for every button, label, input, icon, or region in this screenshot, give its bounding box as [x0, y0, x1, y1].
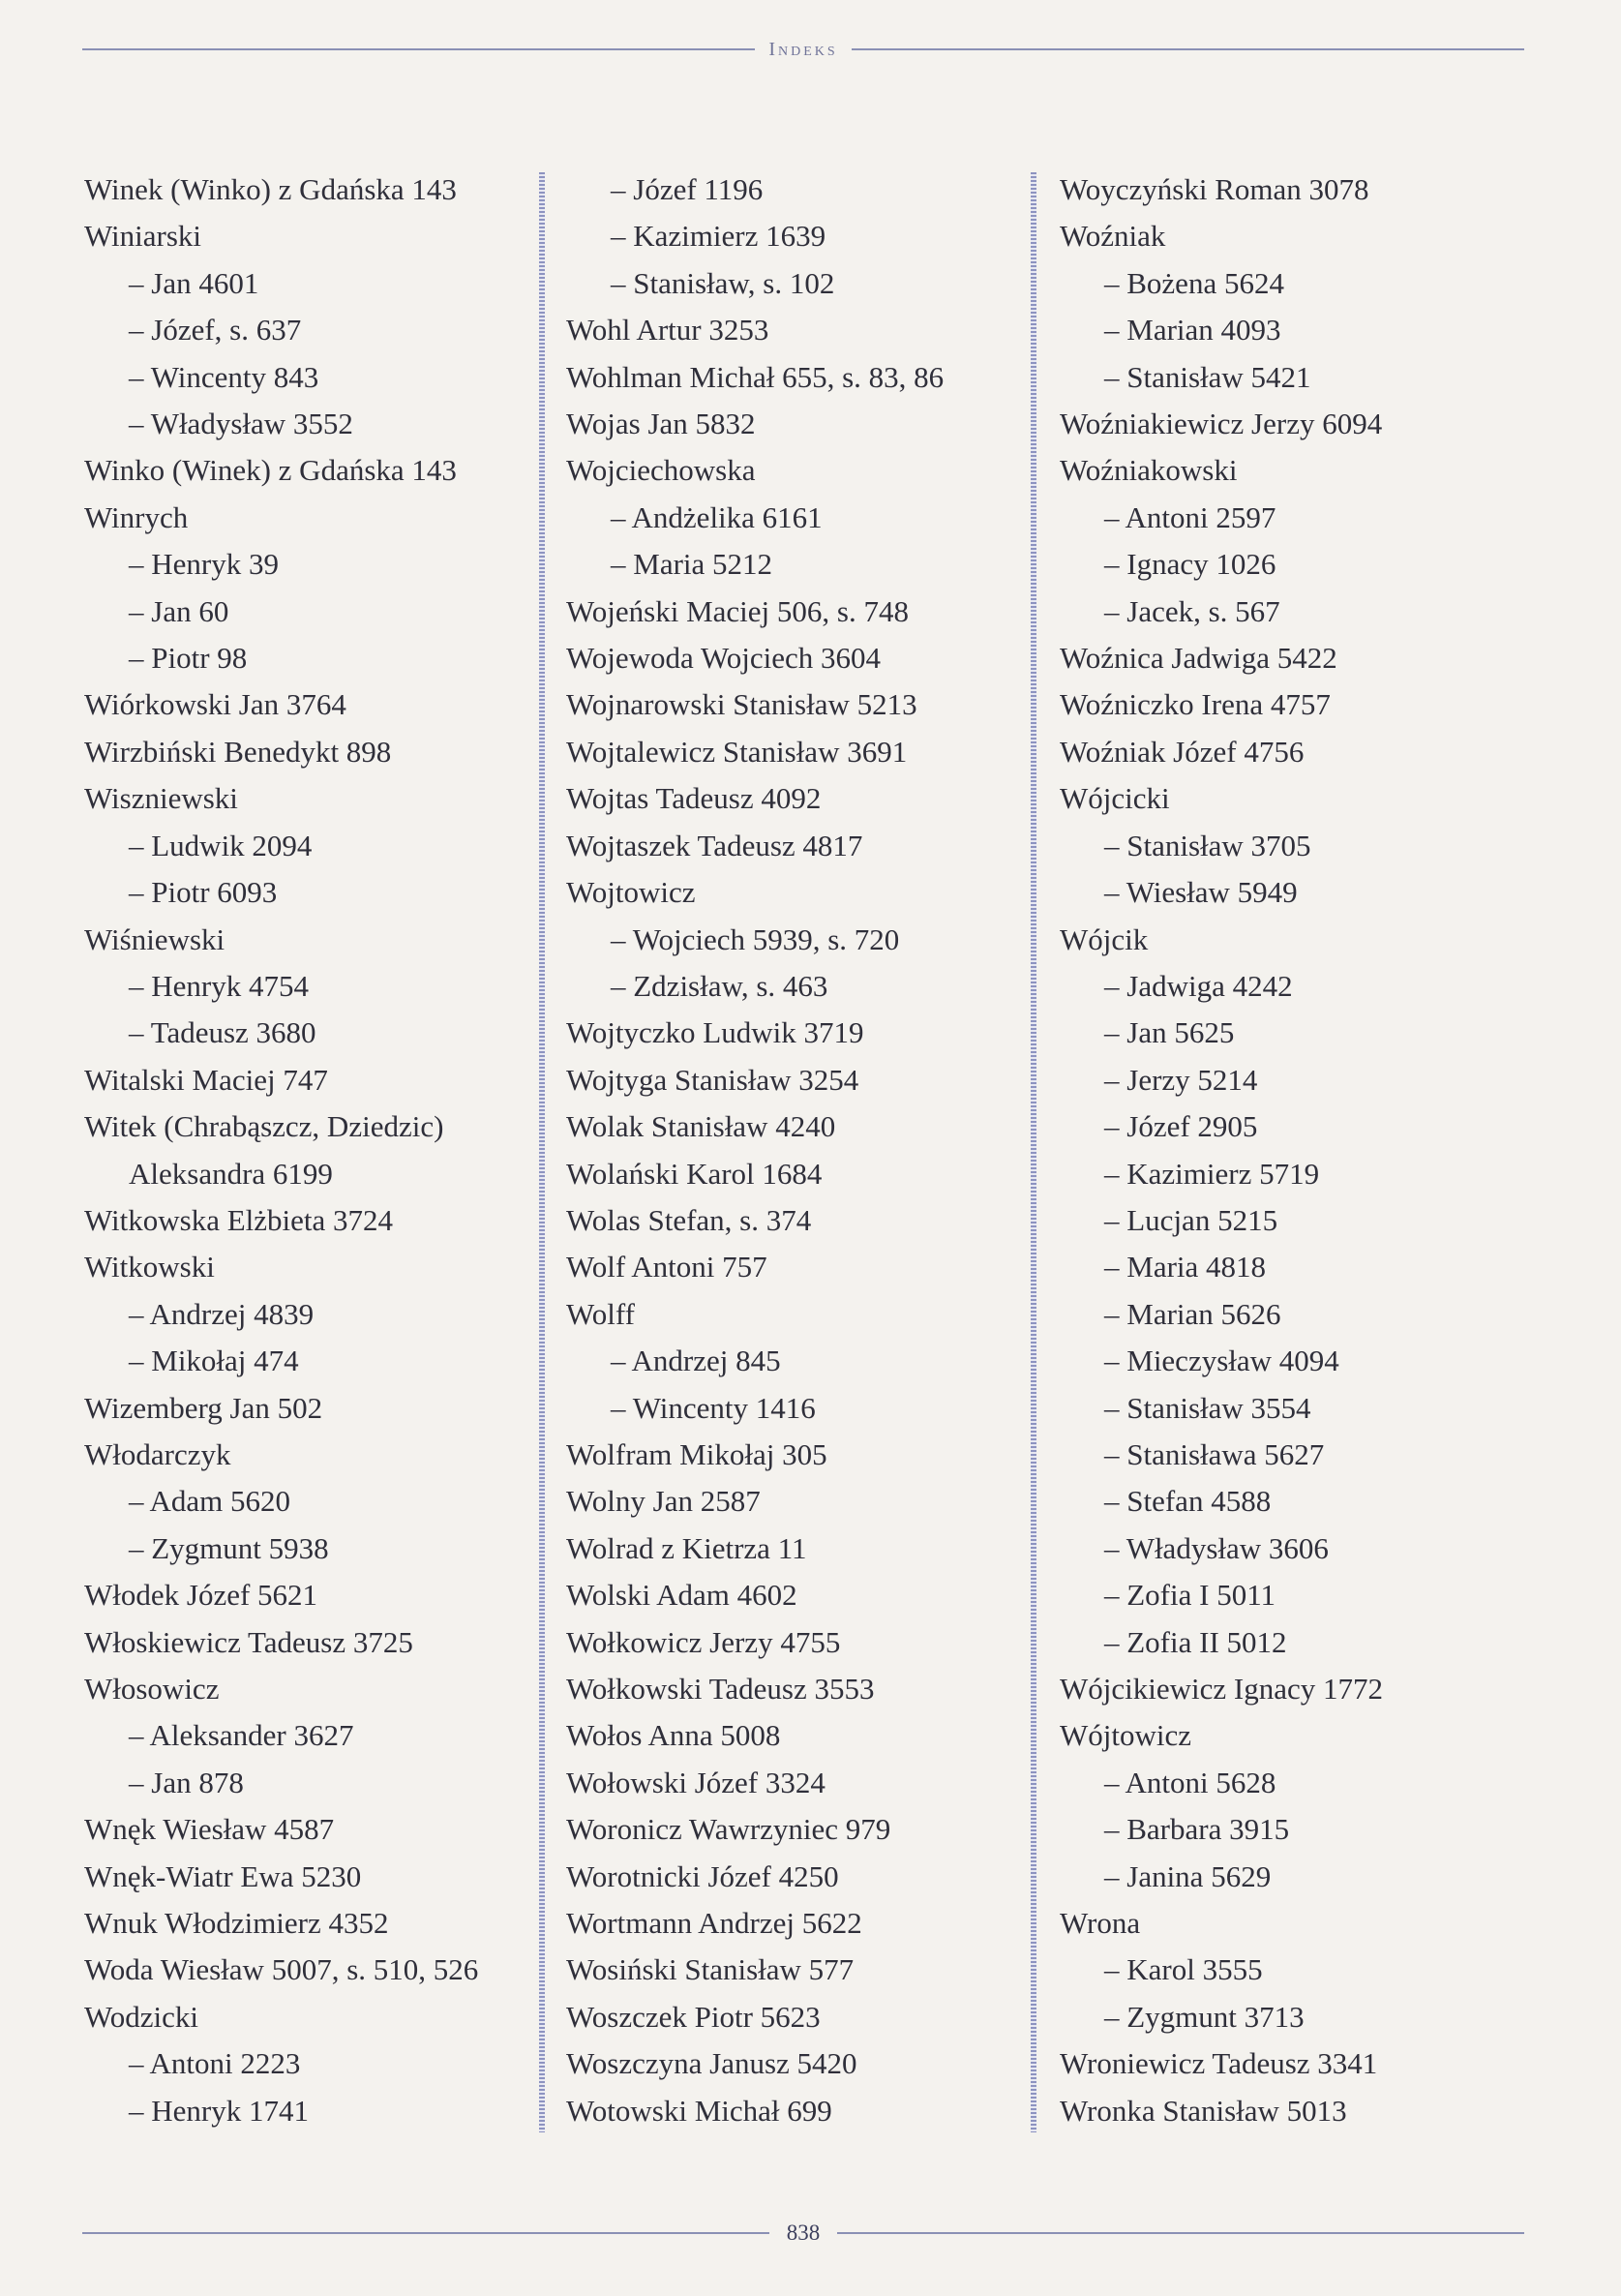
index-subentry: – Zygmunt 5938 [129, 1530, 329, 1565]
index-entry: Worotnicki Józef 4250 [566, 1858, 839, 1893]
index-entry: Woźniczko Irena 4757 [1060, 687, 1331, 722]
index-entry: Wirzbiński Benedykt 898 [84, 734, 392, 769]
index-entry: Woźniak [1060, 219, 1166, 254]
index-subentry: – Kazimierz 1639 [611, 219, 826, 254]
index-entry: Wnuk Włodzimierz 4352 [84, 1906, 389, 1941]
footer-rule-left [82, 2232, 769, 2234]
index-subentry: – Karol 3555 [1104, 1952, 1263, 1987]
index-subentry: – Jadwiga 4242 [1104, 968, 1293, 1003]
index-subentry: – Adam 5620 [129, 1484, 291, 1519]
index-subentry: – Zdzisław, s. 463 [611, 968, 828, 1003]
index-entry: Wójcik [1060, 921, 1149, 956]
index-subentry: – Henryk 39 [129, 547, 279, 582]
index-entry: Wojtalewicz Stanisław 3691 [566, 734, 908, 769]
index-entry: Wojtaszek Tadeusz 4817 [566, 828, 863, 862]
running-head: Indeks [768, 38, 838, 60]
index-subentry: – Stanisław 5421 [1104, 359, 1311, 394]
index-subentry: – Jacek, s. 567 [1104, 593, 1280, 628]
index-entry: Wortmann Andrzej 5622 [566, 1906, 862, 1941]
index-entry: Winiarski [84, 219, 202, 254]
index-subentry: – Stanisław 3705 [1104, 828, 1311, 862]
index-entry: Woźniakowski [1060, 453, 1238, 488]
header-rule-left [82, 48, 755, 50]
index-entry: Wotowski Michał 699 [566, 2093, 832, 2128]
index-entry: Wolf Antoni 757 [566, 1250, 767, 1284]
index-subentry: – Antoni 2597 [1104, 499, 1276, 534]
index-column-1 [82, 166, 539, 2131]
page-header [82, 35, 1524, 64]
index-subentry: – Andrzej 845 [611, 1344, 781, 1378]
index-entry: Woszczek Piotr 5623 [566, 1999, 821, 2034]
index-subentry: – Stanisław, s. 102 [611, 265, 835, 300]
index-subentry: – Józef, s. 637 [129, 313, 302, 347]
index-entry: Wolański Karol 1684 [566, 1156, 823, 1191]
index-subentry: – Maria 5212 [611, 547, 773, 582]
index-subentry: – Mieczysław 4094 [1104, 1344, 1339, 1378]
index-entry: Woyczyński Roman 3078 [1060, 172, 1369, 206]
index-subentry: – Jan 5625 [1104, 1015, 1235, 1050]
index-subentry: – Aleksander 3627 [129, 1718, 354, 1753]
index-entry: Wrona [1060, 1906, 1141, 1941]
index-subentry: – Lucjan 5215 [1104, 1202, 1278, 1237]
index-entry: Wiórkowski Jan 3764 [84, 687, 346, 722]
page-number: 838 [786, 2220, 821, 2245]
index-subentry: – Andżelika 6161 [611, 499, 823, 534]
index-subentry: – Jan 4601 [129, 265, 259, 300]
index-subentry: – Zofia I 5011 [1104, 1578, 1276, 1613]
index-column-3 [1036, 166, 1524, 2131]
index-entry: Wojewoda Wojciech 3604 [566, 641, 882, 676]
index-subentry: – Wiesław 5949 [1104, 875, 1298, 910]
index-entry: Woszczyna Janusz 5420 [566, 2046, 857, 2081]
index-entry: Wolski Adam 4602 [566, 1578, 797, 1613]
index-entry: Wosiński Stanisław 577 [566, 1952, 855, 1987]
index-entry: Winrych [84, 499, 189, 534]
index-entry: Wizemberg Jan 502 [84, 1390, 323, 1425]
index-subentry: – Józef 1196 [611, 172, 764, 206]
page-footer [82, 2219, 1524, 2248]
index-subentry: – Stefan 4588 [1104, 1484, 1272, 1519]
index-entry: Wolny Jan 2587 [566, 1484, 761, 1519]
index-entry: Wolak Stanisław 4240 [566, 1109, 836, 1144]
index-entry: Winko (Winek) z Gdańska 143 [84, 453, 457, 488]
index-subentry: – Marian 5626 [1104, 1296, 1281, 1331]
index-subentry: – Władysław 3552 [129, 407, 353, 441]
index-entry: Aleksandra 6199 [129, 1156, 333, 1191]
index-entry: Woźniakiewicz Jerzy 6094 [1060, 407, 1383, 441]
index-entry: Wołowski Józef 3324 [566, 1765, 826, 1799]
index-entry: Wroniewicz Tadeusz 3341 [1060, 2046, 1378, 2081]
index-subentry: – Stanisława 5627 [1104, 1436, 1325, 1471]
index-entry: Wojtowicz [566, 875, 696, 910]
index-entry: Woda Wiesław 5007, s. 510, 526 [84, 1952, 479, 1987]
index-subentry: – Jan 60 [129, 593, 229, 628]
index-subentry: – Antoni 2223 [129, 2046, 301, 2081]
index-entry: Wnęk-Wiatr Ewa 5230 [84, 1858, 362, 1893]
index-entry: Wojciechowska [566, 453, 756, 488]
index-entry: Winek (Winko) z Gdańska 143 [84, 172, 457, 206]
index-entry: Woźnica Jadwiga 5422 [1060, 641, 1337, 676]
index-entry: Wohlman Michał 655, s. 83, 86 [566, 359, 945, 394]
footer-rule-right [837, 2232, 1524, 2234]
index-subentry: – Andrzej 4839 [129, 1296, 315, 1331]
index-entry: Wiśniewski [84, 921, 225, 956]
index-entry: Wolfram Mikołaj 305 [566, 1436, 827, 1471]
index-entry: Wołkowicz Jerzy 4755 [566, 1624, 841, 1659]
index-entry: Witkowski [84, 1250, 215, 1284]
index-subentry: – Maria 4818 [1104, 1250, 1267, 1284]
index-entry: Witalski Maciej 747 [84, 1062, 328, 1097]
index-entry: Witkowska Elżbieta 3724 [84, 1202, 394, 1237]
index-subentry: – Piotr 98 [129, 641, 248, 676]
index-entry: Wojas Jan 5832 [566, 407, 756, 441]
index-column-2 [545, 166, 1031, 2131]
index-entry: Wojeński Maciej 506, s. 748 [566, 593, 909, 628]
index-entry: Wojtyczko Ludwik 3719 [566, 1015, 864, 1050]
index-subentry: – Barbara 3915 [1104, 1812, 1290, 1847]
index-subentry: – Ludwik 2094 [129, 828, 313, 862]
index-entry: Włoskiewicz Tadeusz 3725 [84, 1624, 413, 1659]
index-subentry: – Zofia II 5012 [1104, 1624, 1287, 1659]
index-subentry: – Henryk 4754 [129, 968, 309, 1003]
index-entry: Włodek Józef 5621 [84, 1578, 318, 1613]
index-subentry: – Władysław 3606 [1104, 1530, 1329, 1565]
index-subentry: – Jerzy 5214 [1104, 1062, 1258, 1097]
index-entry: Włodarczyk [84, 1436, 231, 1471]
index-subentry: – Antoni 5628 [1104, 1765, 1276, 1799]
index-entry: Wójtowicz [1060, 1718, 1192, 1753]
index-entry: Wohl Artur 3253 [566, 313, 769, 347]
index-subentry: – Mikołaj 474 [129, 1344, 299, 1378]
index-entry: Wolrad z Kietrza 11 [566, 1530, 807, 1565]
index-columns [82, 166, 1529, 2131]
index-entry: Wolff [566, 1296, 635, 1331]
index-entry: Wołkowski Tadeusz 3553 [566, 1672, 875, 1706]
index-subentry: – Stanisław 3554 [1104, 1390, 1311, 1425]
index-entry: Włosowicz [84, 1672, 220, 1706]
index-entry: Witek (Chrabąszcz, Dziedzic) [84, 1109, 444, 1144]
index-subentry: – Marian 4093 [1104, 313, 1281, 347]
index-subentry: – Piotr 6093 [129, 875, 278, 910]
index-entry: Woźniak Józef 4756 [1060, 734, 1305, 769]
index-entry: Wolas Stefan, s. 374 [566, 1202, 812, 1237]
index-subentry: – Wincenty 843 [129, 359, 319, 394]
index-subentry: – Bożena 5624 [1104, 265, 1284, 300]
index-entry: Wiszniewski [84, 781, 238, 816]
index-entry: Wołos Anna 5008 [566, 1718, 781, 1753]
index-entry: Wojtyga Stanisław 3254 [566, 1062, 859, 1097]
index-subentry: – Jan 878 [129, 1765, 244, 1799]
index-subentry: – Henryk 1741 [129, 2093, 309, 2128]
index-entry: Wnęk Wiesław 4587 [84, 1812, 335, 1847]
index-subentry: – Wincenty 1416 [611, 1390, 816, 1425]
index-entry: Wojtas Tadeusz 4092 [566, 781, 822, 816]
index-subentry: – Zygmunt 3713 [1104, 1999, 1305, 2034]
index-entry: Woronicz Wawrzyniec 979 [566, 1812, 891, 1847]
index-subentry: – Kazimierz 5719 [1104, 1156, 1320, 1191]
index-entry: Wojnarowski Stanisław 5213 [566, 687, 917, 722]
index-subentry: – Wojciech 5939, s. 720 [611, 921, 900, 956]
index-entry: Wójcicki [1060, 781, 1170, 816]
index-entry: Wronka Stanisław 5013 [1060, 2093, 1347, 2128]
index-subentry: – Janina 5629 [1104, 1858, 1272, 1893]
index-subentry: – Józef 2905 [1104, 1109, 1258, 1144]
index-subentry: – Tadeusz 3680 [129, 1015, 316, 1050]
index-entry: Wójcikiewicz Ignacy 1772 [1060, 1672, 1383, 1706]
header-rule-right [852, 48, 1524, 50]
index-subentry: – Ignacy 1026 [1104, 547, 1276, 582]
index-entry: Wodzicki [84, 1999, 199, 2034]
